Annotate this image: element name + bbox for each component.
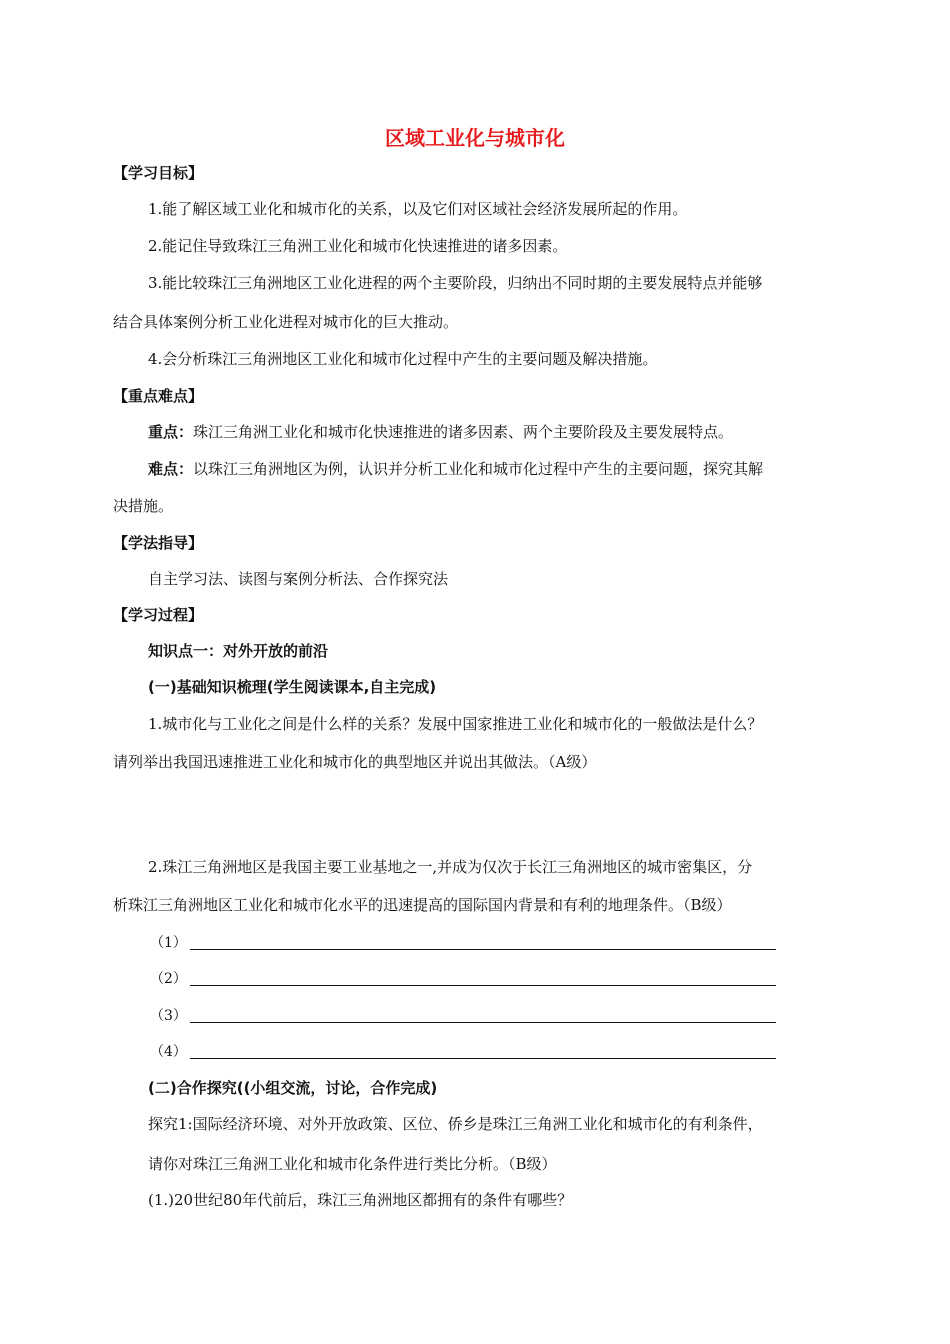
sub-question-1: (1.)20世纪80年代前后，珠江三角洲地区都拥有的条件有哪些？ — [148, 1191, 573, 1209]
difficulty-text: 以珠江三角洲地区为例，认识并分析工业化和城市化过程中产生的主要问题，探究其解 — [193, 460, 764, 478]
section-heading-process: 【学习过程】 — [113, 606, 204, 624]
blank-number: （3） — [150, 1008, 187, 1024]
question-1-continued: 请列举出我国迅速推进工业化和城市化的典型地区并说出其做法。（A级） — [113, 753, 597, 771]
difficulty-paragraph — [148, 459, 763, 479]
question-2: 2.珠江三角洲地区是我国主要工业基地之一,并成为仅次于长江三角洲地区的城市密集区，分 — [148, 858, 753, 876]
method-text: 自主学习法、读图与案例分析法、合作探究法 — [148, 570, 449, 588]
blank-number: （2） — [150, 971, 187, 987]
page-title: 区域工业化与城市化 — [385, 126, 565, 150]
answer-blank-4[interactable] — [150, 1041, 780, 1061]
answer-line — [190, 1058, 776, 1059]
answer-line — [190, 985, 776, 986]
question-1: 1.城市化与工业化之间是什么样的关系？发展中国家推进工业化和城市化的一般做法是什么？ — [148, 715, 763, 733]
section-heading-key-points: 【重点难点】 — [113, 387, 204, 405]
explore-1: 探究1:国际经济环境、对外开放政策、区位、侨乡是珠江三角洲工业化和城市化的有利条件， — [148, 1115, 763, 1133]
question-2-continued: 析珠江三角洲地区工业化和城市化水平的迅速提高的国际国内背景和有利的地理条件。（B级） — [113, 896, 732, 914]
answer-line — [190, 1022, 776, 1023]
blank-number: （1） — [150, 935, 187, 951]
explore-1-continued: 请你对珠江三角洲工业化和城市化条件进行类比分析。（B级） — [148, 1155, 557, 1173]
objective-4: 4.会分析珠江三角洲地区工业化和城市化过程中产生的主要问题及解决措施。 — [148, 350, 658, 368]
objective-2: 2.能记住导致珠江三角洲工业化和城市化快速推进的诸多因素。 — [148, 237, 568, 255]
focus-paragraph — [148, 422, 733, 442]
part1-heading: (一)基础知识梳理(学生阅读课本,自主完成) — [148, 678, 437, 696]
objective-1: 1.能了解区域工业化和城市化的关系，以及它们对区域社会经济发展所起的作用。 — [148, 200, 688, 218]
difficulty-label: 难点： — [148, 460, 194, 478]
objective-3-continued: 结合具体案例分析工业化进程对城市化的巨大推动。 — [113, 313, 459, 331]
focus-label: 重点： — [148, 423, 194, 441]
answer-blank-3[interactable] — [150, 1005, 780, 1025]
knowledge-point-heading: 知识点一：对外开放的前沿 — [148, 642, 329, 660]
difficulty-continued: 决措施。 — [113, 497, 174, 515]
answer-blank-1[interactable] — [150, 932, 780, 952]
answer-line — [190, 949, 776, 950]
section-heading-objectives: 【学习目标】 — [113, 164, 204, 182]
part2-heading: (二)合作探究((小组交流，讨论，合作完成) — [148, 1079, 438, 1097]
focus-text: 珠江三角洲工业化和城市化快速推进的诸多因素、两个主要阶段及主要发展特点。 — [193, 423, 734, 441]
section-heading-method: 【学法指导】 — [113, 534, 204, 552]
answer-blank-2[interactable] — [150, 968, 780, 988]
blank-number: （4） — [150, 1044, 187, 1060]
objective-3: 3.能比较珠江三角洲地区工业化进程的两个主要阶段，归纳出不同时期的主要发展特点并能够 — [148, 274, 763, 292]
